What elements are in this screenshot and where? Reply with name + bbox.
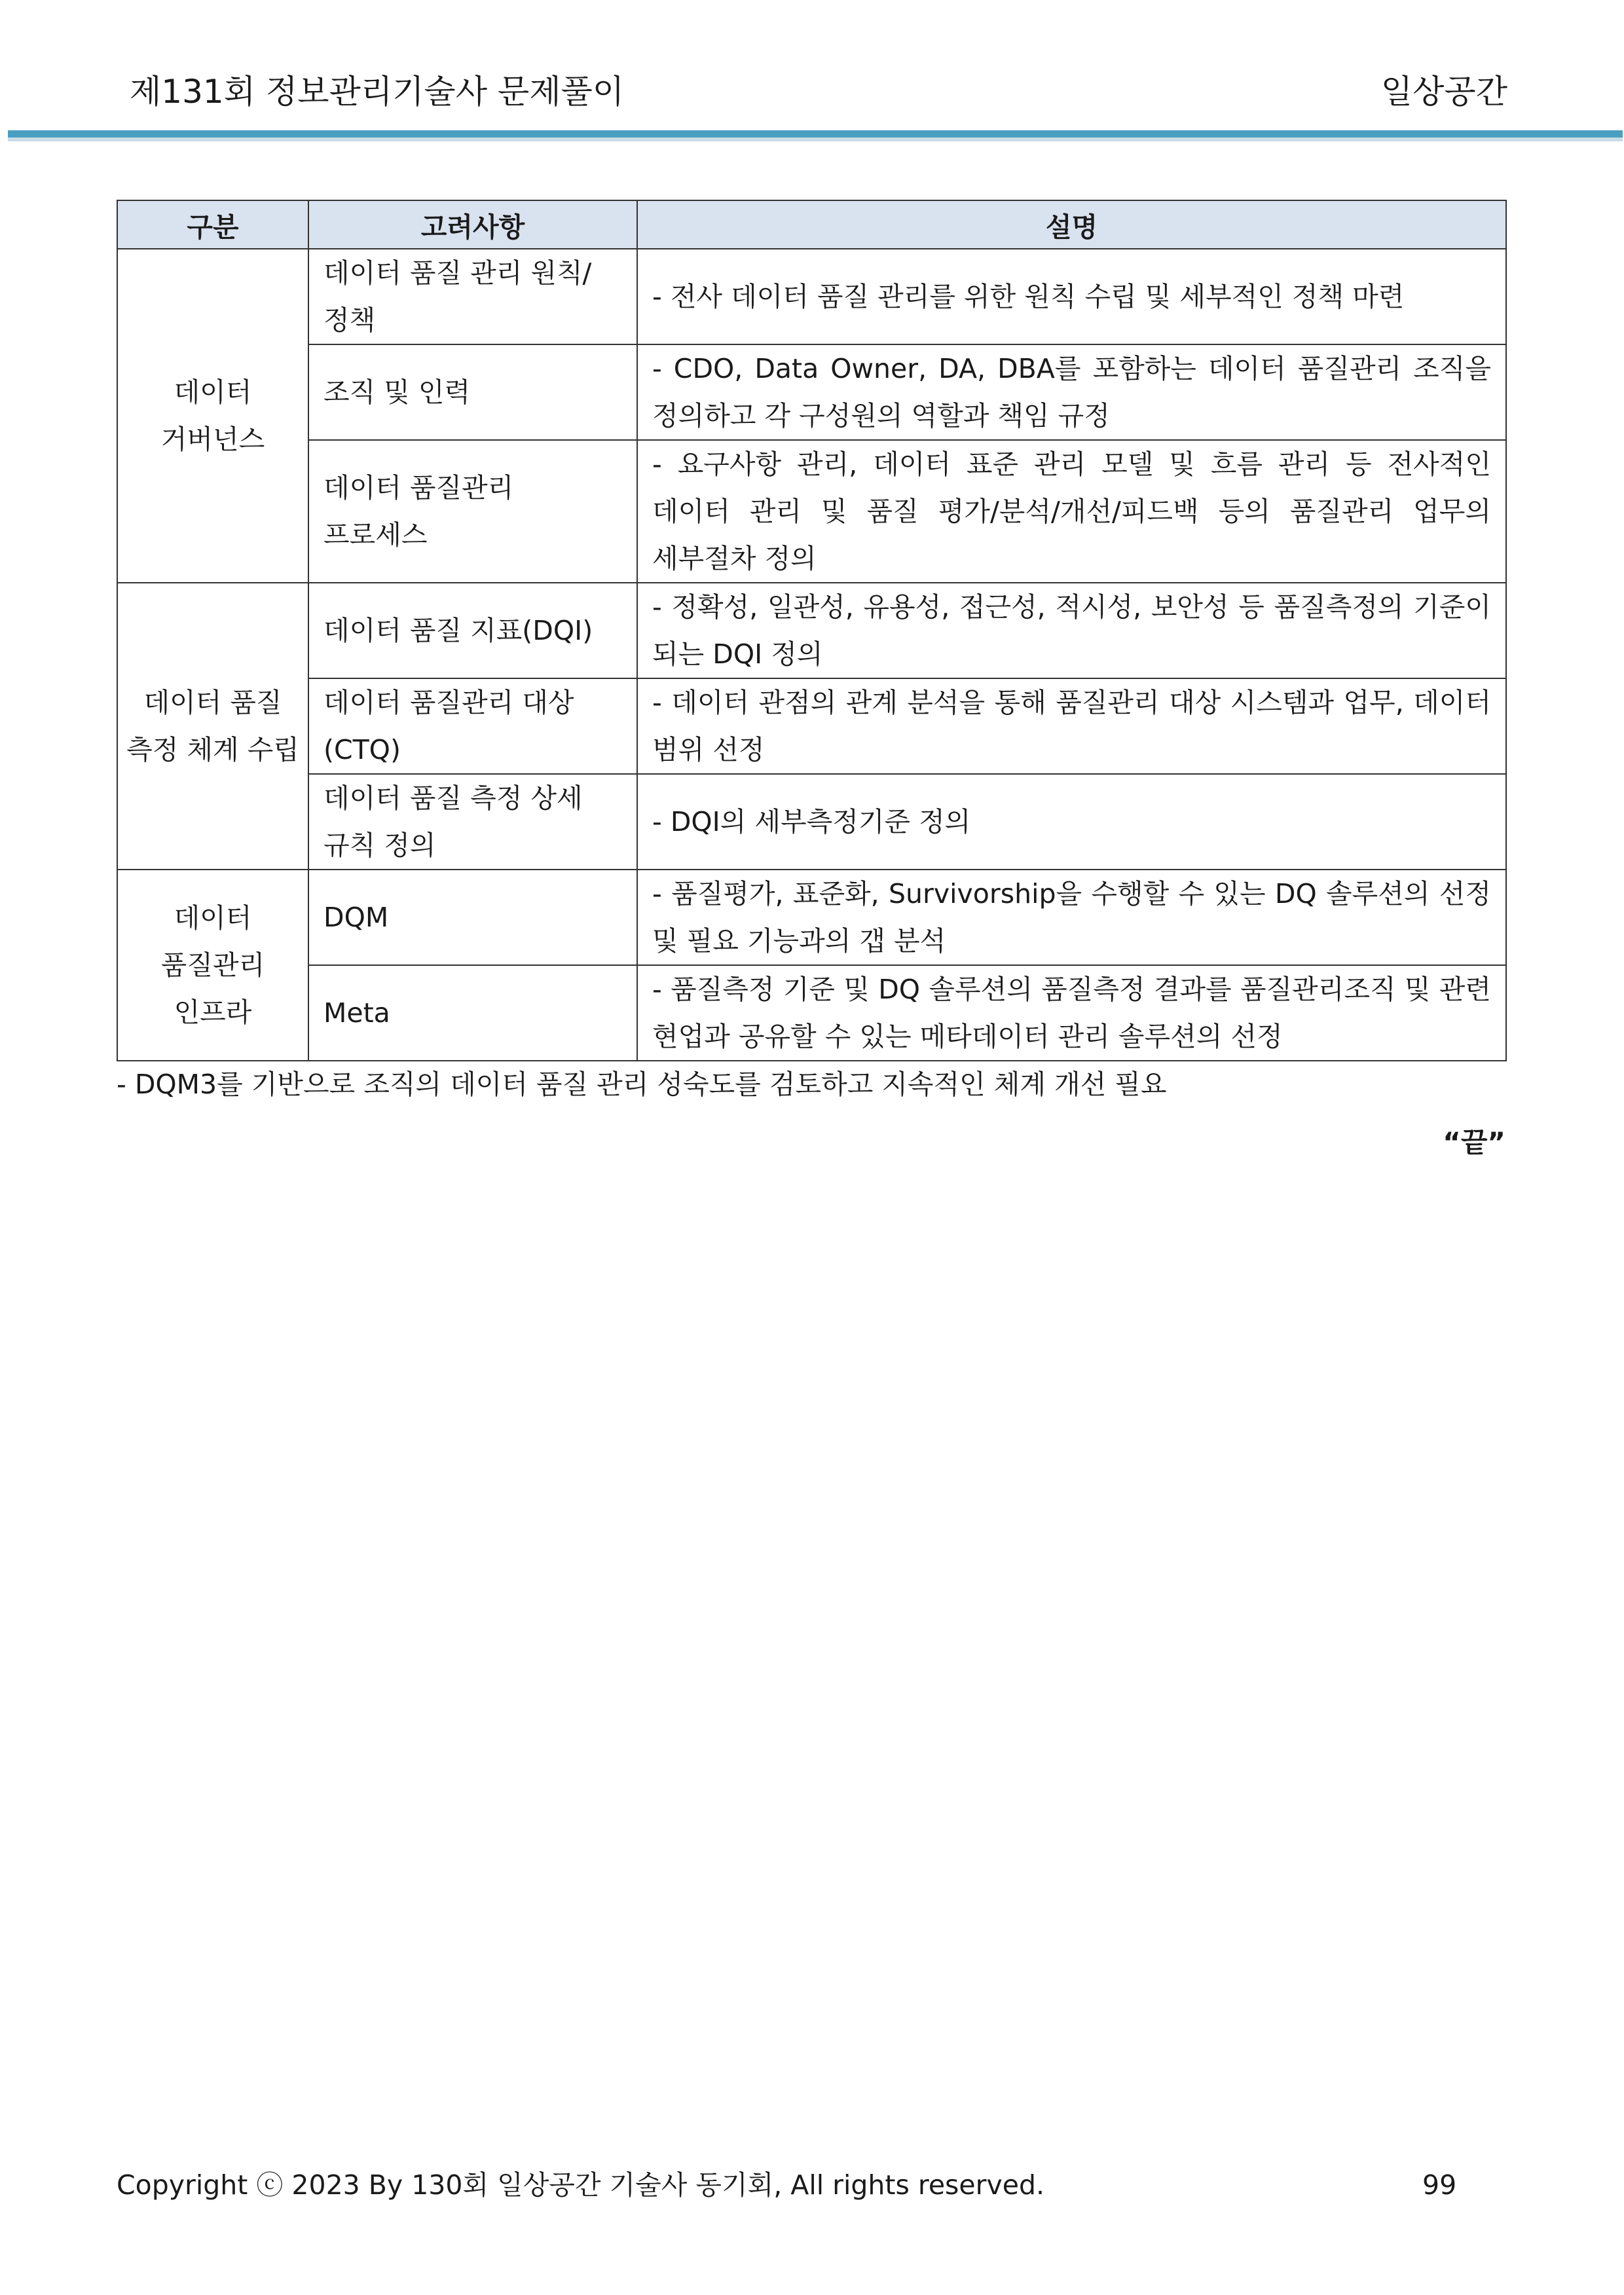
table-row — [117, 583, 1506, 678]
table-row — [117, 870, 1506, 965]
description-cell: - 전사 데이터 품질 관리를 위한 원칙 수립 및 세부적인 정책 마련 — [637, 249, 1506, 344]
description-cell: - 요구사항 관리, 데이터 표준 관리 모델 및 흐름 관리 등 전사적인 데이터 관리 및 품질 평가/분석/개선/피드백 등의 품질관리 업무의 세부절차 정의 — [637, 440, 1506, 583]
description-cell: - 정확성, 일관성, 유용성, 접근성, 적시성, 보안성 등 품질측정의 기준이 되는 DQI 정의 — [637, 583, 1506, 678]
table-row — [117, 965, 1506, 1061]
table-row — [117, 249, 1506, 344]
footer-copyright: Copyright ⓒ 2023 By 130회 일상공간 기술사 동기회, All rights reserved. — [117, 2169, 1045, 2201]
description-cell: - CDO, Data Owner, DA, DBA를 포함하는 데이터 품질관리 조직을 정의하고 각 구성원의 역할과 책임 규정 — [637, 344, 1506, 440]
consideration-cell: 데이터 품질 관리 원칙/정책 — [308, 249, 637, 344]
consideration-cell: 조직 및 인력 — [308, 344, 637, 440]
column-header-description: 설명 — [637, 200, 1506, 249]
page-number: 99 — [1422, 2169, 1457, 2201]
consideration-cell: Meta — [308, 965, 637, 1061]
page-header-title: 제131회 정보관리기술사 문제풀이 — [130, 73, 625, 111]
description-cell: - 품질평가, 표준화, Survivorship을 수행할 수 있는 DQ 솔루션의 선정 및 필요 기능과의 갭 분석 — [637, 870, 1506, 965]
category-cell: 데이터 품질관리 인프라 — [117, 870, 308, 1061]
consideration-cell: 데이터 품질관리 프로세스 — [308, 440, 637, 583]
table-header-row — [117, 200, 1506, 249]
table-row — [117, 440, 1506, 583]
category-cell: 데이터 품질 측정 체계 수립 — [117, 583, 308, 870]
table-row — [117, 344, 1506, 440]
description-cell: - 품질측정 기준 및 DQ 솔루션의 품질측정 결과를 품질관리조직 및 관련 현업과 공유할 수 있는 메타데이터 관리 솔루션의 선정 — [637, 965, 1506, 1061]
page-header-right: 일상공간 — [1380, 73, 1507, 111]
consideration-cell: 데이터 품질 측정 상세 규칙 정의 — [308, 774, 637, 870]
category-cell: 데이터 거버넌스 — [117, 249, 308, 583]
description-cell: - DQI의 세부측정기준 정의 — [637, 774, 1506, 870]
header-divider — [8, 130, 1623, 138]
header-divider-shadow — [8, 138, 1623, 141]
table-row — [117, 678, 1506, 774]
table-row — [117, 774, 1506, 870]
consideration-cell: 데이터 품질 지표(DQI) — [308, 583, 637, 678]
consideration-cell: 데이터 품질관리 대상 (CTQ) — [308, 678, 637, 774]
column-header-consideration: 고려사항 — [308, 200, 637, 249]
data-quality-table — [117, 200, 1507, 1061]
description-cell: - 데이터 관점의 관계 분석을 통해 품질관리 대상 시스템과 업무, 데이터 범위 선정 — [637, 678, 1506, 774]
consideration-cell: DQM — [308, 870, 637, 965]
end-mark: “끝” — [1443, 1126, 1505, 1158]
summary-note: - DQM3를 기반으로 조직의 데이터 품질 관리 성숙도를 검토하고 지속적인 체계 개선 필요 — [117, 1069, 1167, 1100]
column-header-category: 구분 — [117, 200, 308, 249]
